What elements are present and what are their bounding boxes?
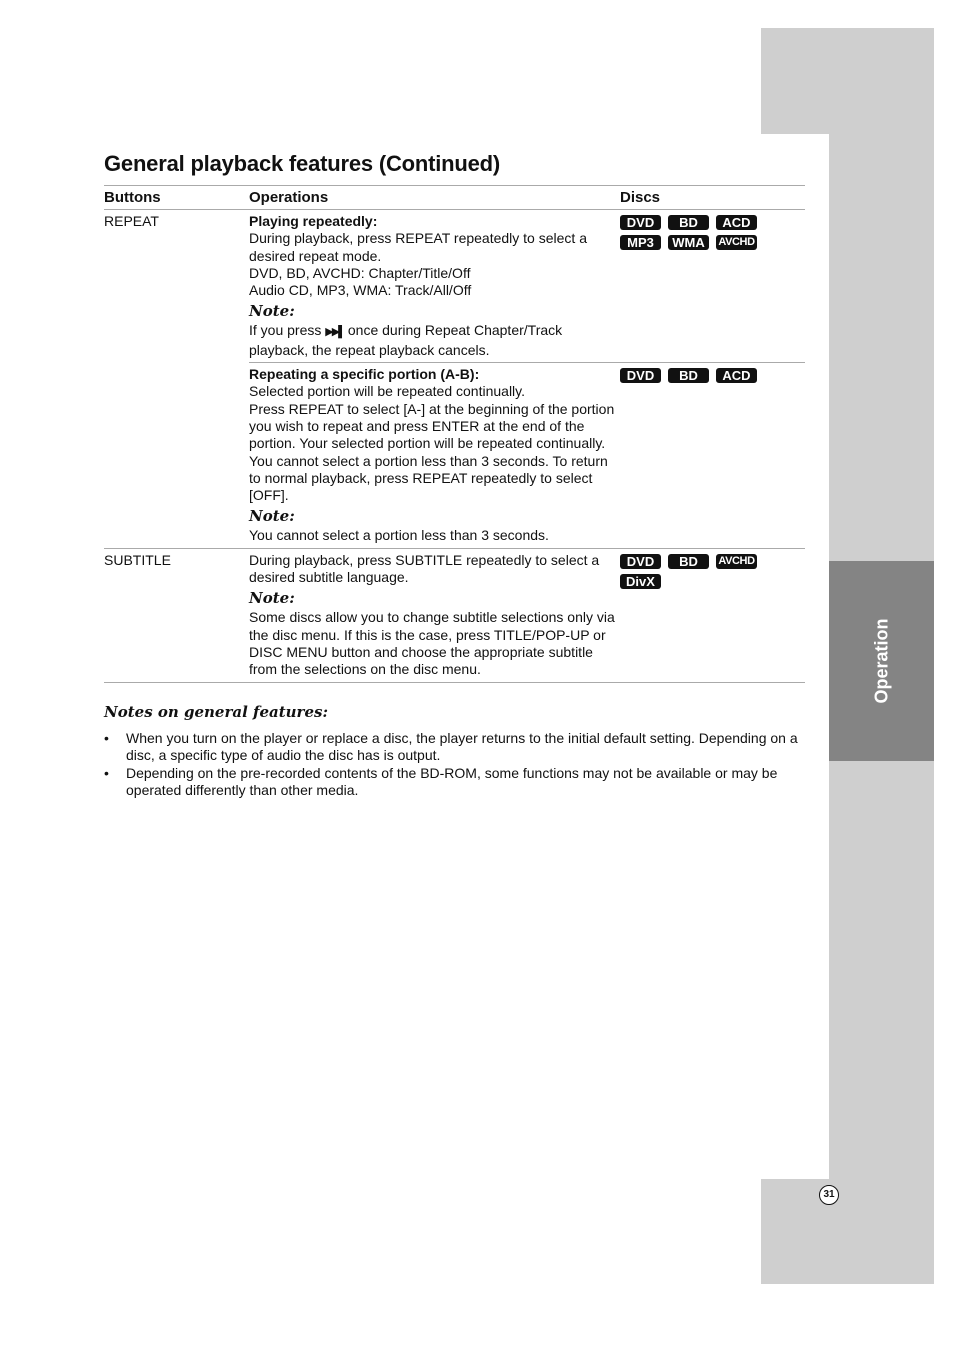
op-text: During playback, press SUBTITLE repeatedly to select a desired subtitle language.	[249, 551, 600, 586]
op-heading: Playing repeatedly:	[249, 213, 378, 229]
table-row-subtitle	[104, 549, 805, 683]
table-row-repeat	[104, 210, 805, 549]
disc-badge: DVD	[620, 554, 661, 569]
bullet-icon: •	[104, 764, 109, 781]
repeat-ab	[249, 363, 805, 548]
header-discs: Discs	[620, 189, 661, 206]
list-item: • When you turn on the player or replace a disc, the player returns to the initial default setting. Depending on a disc, a specific type of audio the disc has is output.	[104, 730, 798, 764]
section-tab-label: Operation	[871, 618, 891, 704]
disc-badge: ACD	[716, 215, 757, 230]
list-item: • Depending on the pre-recorded contents of the BD-ROM, some functions may not be available or may be operated differently than other media.	[104, 764, 778, 798]
notes-heading: Notes on general features:	[104, 703, 328, 721]
note-label: Note:	[249, 302, 295, 321]
note-text: If you press ▶▶▌ once during Repeat Chapter/Track playback, the repeat playback cancels.	[249, 322, 563, 358]
disc-badges	[620, 368, 770, 383]
op-text: Selected portion will be repeated continually.	[249, 383, 526, 400]
disc-badge: BD	[668, 554, 709, 569]
op-text: DVD, BD, AVCHD: Chapter/Title/Off	[249, 264, 471, 281]
op-text: During playback, press REPEAT repeatedly to select a desired repeat mode.	[249, 230, 587, 264]
disc-badge: BD	[668, 215, 709, 230]
bullet-icon: •	[104, 730, 109, 746]
header-operations: Operations	[249, 189, 329, 206]
op-text: Press REPEAT to select [A-] at the beginning of the portion you wish to repeat and press ENTER at the end of the portion. Your selected portion will be repeated continually. You cannot select a portion less than 3 seconds. To return to normal playback, press REPEAT repeatedly to select [OFF].	[249, 400, 615, 504]
disc-badge: MP3	[620, 235, 661, 250]
disc-badges	[620, 554, 770, 589]
disc-badge: DVD	[620, 215, 661, 230]
note-label: Note:	[249, 507, 295, 526]
features-table	[104, 185, 805, 683]
skip-forward-icon: ▶▶▌	[325, 326, 344, 339]
page-number: 31	[819, 1185, 839, 1205]
disc-badge: WMA	[668, 235, 709, 250]
button-name-repeat: REPEAT	[104, 213, 159, 229]
note-text: You cannot select a portion less than 3 seconds.	[249, 527, 549, 544]
repeat-playing-repeatedly	[249, 210, 805, 363]
section-tab	[829, 561, 934, 761]
op-heading: Repeating a specific portion (A-B):	[249, 366, 480, 383]
disc-badge: AVCHD	[716, 554, 757, 569]
disc-badges	[620, 215, 770, 250]
disc-badge: DivX	[620, 574, 661, 589]
margin-tab-top	[761, 28, 934, 134]
table-header	[104, 185, 805, 210]
note-text: Some discs allow you to change subtitle selections only via the disc menu. If this is the case, press TITLE/POP-UP or DISC MENU button and choose the appropriate subtitle from the selections on the disc menu.	[249, 609, 615, 678]
header-buttons: Buttons	[104, 189, 161, 206]
disc-badge: ACD	[716, 368, 757, 383]
disc-badge: BD	[668, 368, 709, 383]
note-label: Note:	[249, 589, 295, 608]
page-title: General playback features (Continued)	[104, 151, 501, 176]
notes-list	[104, 730, 806, 799]
disc-badge: DVD	[620, 368, 661, 383]
disc-badge: AVCHD	[716, 235, 757, 250]
button-name-subtitle: SUBTITLE	[104, 551, 171, 568]
op-text: Audio CD, MP3, WMA: Track/All/Off	[249, 282, 472, 299]
